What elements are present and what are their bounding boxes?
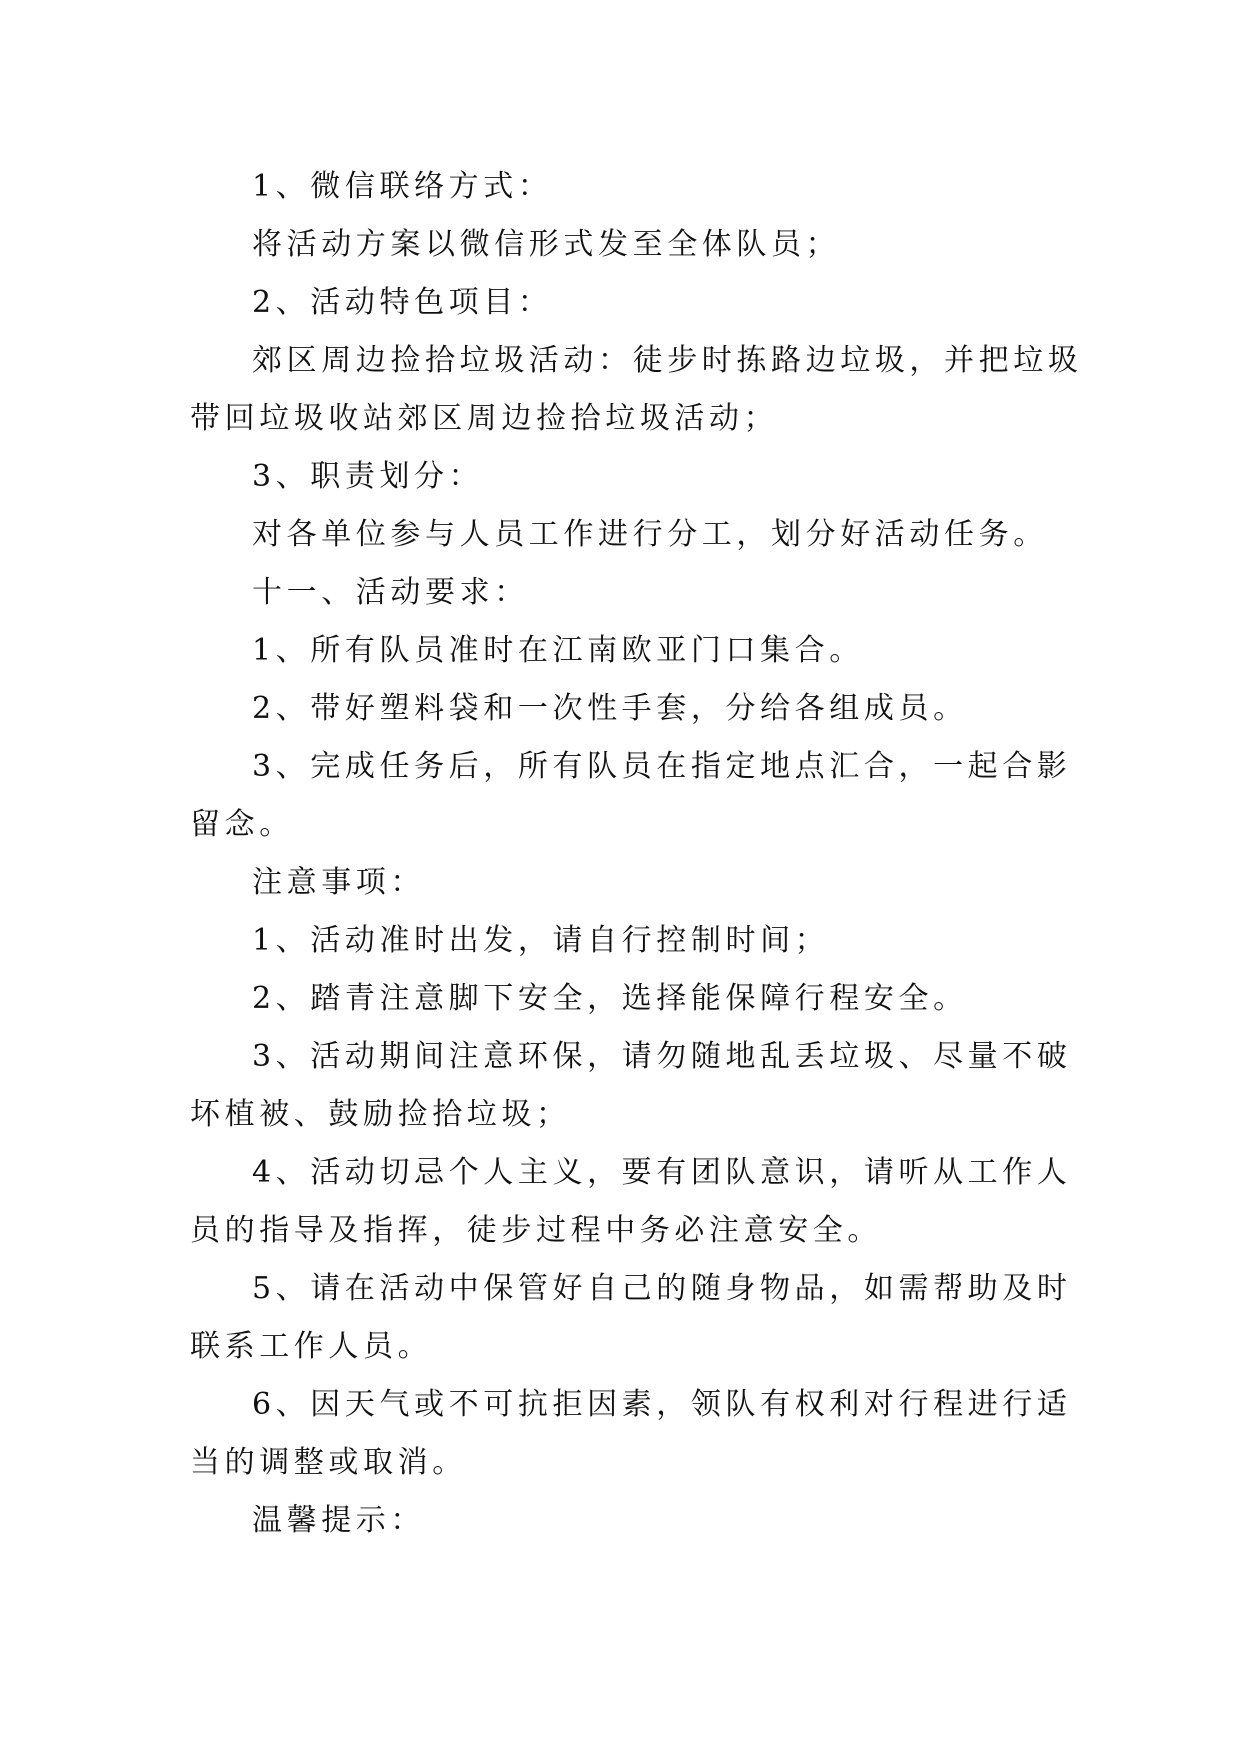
note-item-6: 6、因天气或不可抗拒因素，领队有权利对行程进行适 bbox=[252, 1387, 1072, 1422]
feature-item-text-2: 带回垃圾收站郊区周边捡拾垃圾活动； bbox=[190, 401, 779, 436]
duty-text: 对各单位参与人员工作进行分工，划分好活动任务。 bbox=[252, 517, 1048, 552]
tips-heading: 温馨提示： bbox=[252, 1503, 425, 1538]
requirement-item-2: 2、带好塑料袋和一次性手套，分给各组成员。 bbox=[252, 691, 968, 726]
requirement-item-3: 3、完成任务后，所有队员在指定地点汇合，一起合影 bbox=[252, 749, 1072, 784]
note-item-5-cont: 联系工作人员。 bbox=[190, 1329, 433, 1364]
note-item-6-cont: 当的调整或取消。 bbox=[190, 1445, 467, 1480]
contact-method-heading: 1、微信联络方式： bbox=[252, 169, 553, 204]
notes-heading: 注意事项： bbox=[252, 865, 425, 900]
note-item-2: 2、踏青注意脚下安全，选择能保障行程安全。 bbox=[252, 981, 968, 1016]
note-item-5: 5、请在活动中保管好自己的随身物品，如需帮助及时 bbox=[252, 1271, 1072, 1306]
requirement-item-1: 1、所有队员准时在江南欧亚门口集合。 bbox=[252, 633, 864, 668]
feature-item-text-1: 郊区周边捡拾垃圾活动：徒步时拣路边垃圾，并把垃圾 bbox=[252, 343, 1083, 378]
contact-method-text: 将活动方案以微信形式发至全体队员； bbox=[252, 227, 841, 262]
note-item-3: 3、活动期间注意环保，请勿随地乱丢垃圾、尽量不破 bbox=[252, 1039, 1072, 1074]
note-item-4: 4、活动切忌个人主义，要有团队意识，请听从工作人 bbox=[252, 1155, 1072, 1190]
note-item-3-cont: 坏植被、鼓励捡拾垃圾； bbox=[190, 1097, 571, 1132]
requirements-heading: 十一、活动要求： bbox=[252, 575, 529, 610]
requirement-item-3-cont: 留念。 bbox=[190, 807, 294, 842]
note-item-4-cont: 员的指导及指挥，徒步过程中务必注意安全。 bbox=[190, 1213, 882, 1248]
feature-item-heading: 2、活动特色项目： bbox=[252, 285, 553, 320]
note-item-1: 1、活动准时出发，请自行控制时间； bbox=[252, 923, 830, 958]
duty-heading: 3、职责划分： bbox=[252, 459, 484, 494]
